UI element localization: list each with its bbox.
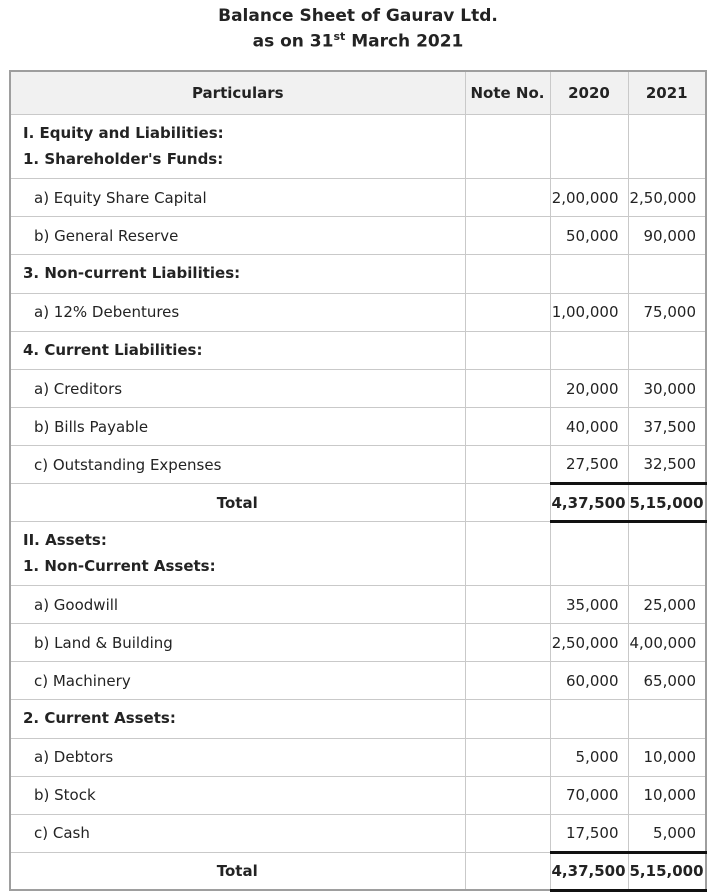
header-row	[10, 71, 706, 115]
note-no-cell	[465, 700, 550, 739]
item-row	[10, 814, 706, 852]
header-note-no: Note No.	[465, 71, 550, 115]
row-label: a) 12% Debentures	[10, 293, 465, 331]
value-2020: 4,37,500	[550, 484, 628, 522]
row-label	[10, 700, 465, 739]
note-no-cell	[465, 115, 550, 179]
row-label: Total	[10, 852, 465, 890]
section-line: II. Assets:	[23, 531, 107, 550]
value-2021: 5,15,000	[628, 852, 706, 890]
value-2021	[628, 522, 706, 586]
note-no-cell	[465, 370, 550, 408]
value-2020: 20,000	[550, 370, 628, 408]
total-row	[10, 852, 706, 890]
row-label: a) Creditors	[10, 370, 465, 408]
table-body	[10, 115, 706, 891]
value-2020: 17,500	[550, 814, 628, 852]
note-no-cell	[465, 624, 550, 662]
value-2021: 2,50,000	[628, 179, 706, 217]
row-label: a) Debtors	[10, 738, 465, 776]
value-2021: 37,500	[628, 408, 706, 446]
item-row	[10, 586, 706, 624]
value-2020: 40,000	[550, 408, 628, 446]
note-no-cell	[465, 814, 550, 852]
value-2021: 25,000	[628, 586, 706, 624]
value-2020: 70,000	[550, 776, 628, 814]
row-label: a) Goodwill	[10, 586, 465, 624]
note-no-cell	[465, 408, 550, 446]
value-2021	[628, 255, 706, 294]
total-row	[10, 484, 706, 522]
row-label: Total	[10, 484, 465, 522]
note-no-cell	[465, 738, 550, 776]
value-2020: 5,000	[550, 738, 628, 776]
section-row	[10, 700, 706, 739]
row-label: c) Machinery	[10, 662, 465, 700]
section-line: 1. Shareholder's Funds:	[23, 149, 224, 168]
note-no-cell	[465, 586, 550, 624]
title-line-2-prefix: as on 31	[252, 31, 334, 52]
value-2020: 60,000	[550, 662, 628, 700]
item-row	[10, 179, 706, 217]
section-line: 3. Non-current Liabilities:	[23, 264, 241, 283]
value-2021: 10,000	[628, 738, 706, 776]
item-row	[10, 624, 706, 662]
table-header	[10, 71, 706, 115]
section-line: I. Equity and Liabilities:	[23, 124, 224, 143]
row-label: a) Equity Share Capital	[10, 179, 465, 217]
header-2020: 2020	[550, 71, 628, 115]
header-2021: 2021	[628, 71, 706, 115]
value-2021: 75,000	[628, 293, 706, 331]
note-no-cell	[465, 179, 550, 217]
section-row	[10, 331, 706, 370]
value-2021	[628, 700, 706, 739]
title-line-2-suffix: March 2021	[345, 31, 464, 52]
row-label: c) Outstanding Expenses	[10, 446, 465, 484]
section-row	[10, 522, 706, 586]
value-2021: 5,15,000	[628, 484, 706, 522]
value-2020	[550, 115, 628, 179]
value-2020: 35,000	[550, 586, 628, 624]
value-2020	[550, 522, 628, 586]
value-2020: 2,00,000	[550, 179, 628, 217]
item-row	[10, 370, 706, 408]
row-label: b) Land & Building	[10, 624, 465, 662]
row-label: b) General Reserve	[10, 217, 465, 255]
value-2020: 50,000	[550, 217, 628, 255]
note-no-cell	[465, 662, 550, 700]
value-2020	[550, 331, 628, 370]
note-no-cell	[465, 217, 550, 255]
item-row	[10, 446, 706, 484]
section-line: 2. Current Assets:	[23, 709, 176, 728]
item-row	[10, 408, 706, 446]
row-label	[10, 115, 465, 179]
value-2021: 65,000	[628, 662, 706, 700]
value-2020	[550, 255, 628, 294]
item-row	[10, 662, 706, 700]
note-no-cell	[465, 484, 550, 522]
row-label	[10, 331, 465, 370]
value-2021: 90,000	[628, 217, 706, 255]
row-label: b) Stock	[10, 776, 465, 814]
row-label: c) Cash	[10, 814, 465, 852]
title-line-1: Balance Sheet of Gaurav Ltd.	[218, 6, 498, 26]
value-2021	[628, 331, 706, 370]
value-2021: 5,000	[628, 814, 706, 852]
item-row	[10, 776, 706, 814]
note-no-cell	[465, 852, 550, 890]
value-2020: 4,37,500	[550, 852, 628, 890]
balance-sheet-table	[9, 70, 707, 892]
note-no-cell	[465, 293, 550, 331]
value-2020: 1,00,000	[550, 293, 628, 331]
value-2021	[628, 115, 706, 179]
item-row	[10, 293, 706, 331]
value-2021: 32,500	[628, 446, 706, 484]
section-row	[10, 115, 706, 179]
value-2021: 10,000	[628, 776, 706, 814]
value-2021: 4,00,000	[628, 624, 706, 662]
note-no-cell	[465, 331, 550, 370]
note-no-cell	[465, 776, 550, 814]
title-line-2	[0, 29, 716, 54]
note-no-cell	[465, 446, 550, 484]
note-no-cell	[465, 522, 550, 586]
row-label	[10, 255, 465, 294]
item-row	[10, 217, 706, 255]
page-title	[0, 0, 716, 54]
item-row	[10, 738, 706, 776]
value-2020	[550, 700, 628, 739]
row-label	[10, 522, 465, 586]
value-2020: 27,500	[550, 446, 628, 484]
section-line: 1. Non-Current Assets:	[23, 556, 216, 575]
section-line: 4. Current Liabilities:	[23, 340, 203, 359]
header-particulars: Particulars	[10, 71, 465, 115]
value-2021: 30,000	[628, 370, 706, 408]
row-label: b) Bills Payable	[10, 408, 465, 446]
title-ordinal-superscript: st	[333, 29, 346, 43]
note-no-cell	[465, 255, 550, 294]
section-row	[10, 255, 706, 294]
value-2020: 2,50,000	[550, 624, 628, 662]
